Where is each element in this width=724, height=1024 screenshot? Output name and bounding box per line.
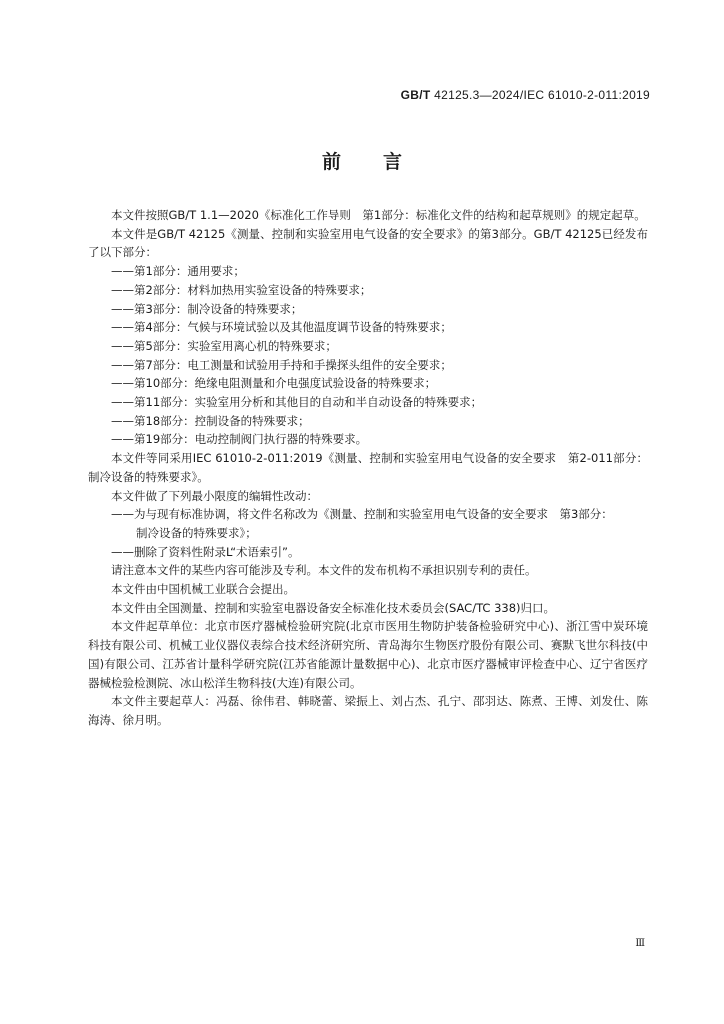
list-item: ——第5部分：实验室用离心机的特殊要求； [111,338,337,353]
edit-item: ——为与现有标准协调，将文件名称改为《测量、控制和实验室用电气设备的安全要求 第3部分： [111,507,613,522]
paragraph-committee: 本文件由全国测量、控制和实验室电器设备安全标准化技术委员会(SAC/TC 338)归口。 [111,600,556,615]
paragraph-proposer: 本文件由中国机械工业联合会提出。 [111,582,295,597]
standard-code-header [401,88,650,102]
standard-number: 42125.3—2024/IEC 61010-2-011:2019 [434,88,650,102]
paragraph-drafting-units: 本文件起草单位：北京市医疗器械检验研究院(北京市医用生物防护装备检验研究中心)、浙江雪中炭环境科技有限公司、机械工业仪器仪表综合技术经济研究所、青岛海尔生物医疗股份有限公司、赛默飞世尔科技(中国)有限公司、江苏省计量科学研究院(江苏省能源计量数据中心)、北京市医疗器械审评检查中心、辽宁省医疗器械检验检测院、冰山松洋生物科技(大连)有限公司。 [88,619,648,690]
list-item: ——第2部分：材料加热用实验室设备的特殊要求； [111,282,372,297]
list-item: ——第1部分：通用要求； [111,264,245,279]
page-title: 前言 [321,151,444,173]
foreword-body [88,206,648,730]
list-item: ——第11部分：实验室用分析和其他目的自动和半自动设备的特殊要求； [111,395,483,410]
list-item: ——第7部分：电工测量和试验用手持和手操探头组件的安全要求； [111,357,452,372]
paragraph-patent-notice: 请注意本文件的某些内容可能涉及专利。本文件的发布机构不承担识别专利的责任。 [111,563,537,578]
paragraph-drafters: 本文件主要起草人：冯磊、徐伟君、韩晓蕾、梁振上、刘占杰、孔宁、邵羽达、陈煮、王博、刘发仕、陈海涛、徐月明。 [88,694,648,727]
edit-item-continuation: 制冷设备的特殊要求》； [136,525,257,540]
list-item: ——第3部分：制冷设备的特殊要求； [111,301,303,316]
paragraph-drafting-rules: 本文件按照GB/T 1.1—2020《标准化工作导则 第1部分：标准化文件的结构和起草规则》的规定起草。 [111,208,646,222]
paragraph-adoption: 本文件等同采用IEC 61010-2-011:2019《测量、控制和实验室用电气设备的安全要求 第2-011部分：制冷设备的特殊要求》。 [88,451,648,484]
standard-prefix: GB/T [400,88,431,102]
edit-item: ——删除了资料性附录L“术语索引”。 [111,544,300,559]
list-item: ——第4部分：气候与环境试验以及其他温度调节设备的特殊要求； [111,320,452,335]
list-item: ——第10部分：绝缘电阻测量和介电强度试验设备的特殊要求； [111,376,437,391]
page-number: Ⅲ [635,938,645,949]
paragraph-editorial-changes: 本文件做了下列最小限度的编辑性改动： [111,488,318,503]
list-item: ——第18部分：控制设备的特殊要求； [111,413,310,428]
list-item: ——第19部分：电动控制阀门执行器的特殊要求。 [111,432,368,447]
parts-list [88,262,648,449]
paragraph-series-intro: 本文件是GB/T 42125《测量、控制和实验室用电气设备的安全要求》的第3部分。GB/T 42125已经发布了以下部分： [88,226,648,260]
